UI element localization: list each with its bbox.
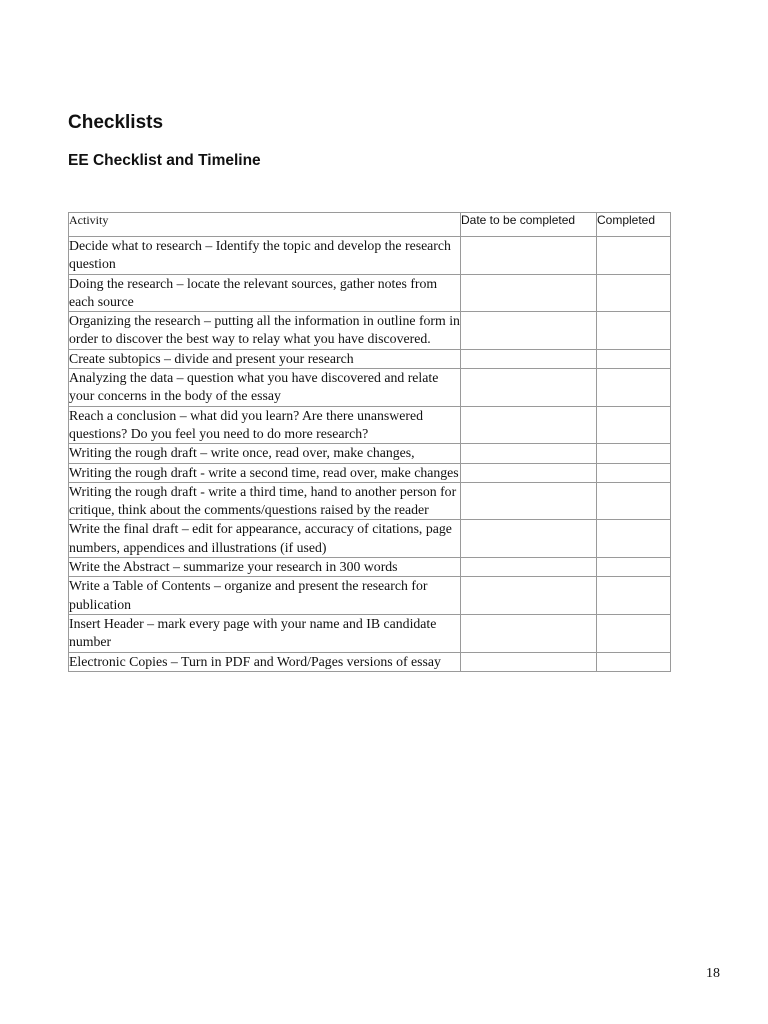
checklist-table <box>68 212 671 672</box>
activity-cell: Write the final draft – edit for appearance, accuracy of citations, page numbers, appendices and illustrations (if used) <box>69 520 461 558</box>
activity-cell: Create subtopics – divide and present your research <box>69 349 461 368</box>
date-cell <box>461 406 597 444</box>
completed-cell <box>597 558 671 577</box>
date-cell <box>461 482 597 520</box>
table-row <box>69 312 671 350</box>
completed-cell <box>597 406 671 444</box>
table-row <box>69 463 671 482</box>
date-cell <box>461 558 597 577</box>
table-row <box>69 558 671 577</box>
activity-cell: Reach a conclusion – what did you learn? Are there unanswered questions? Do you feel you need to do more research? <box>69 406 461 444</box>
checklist-body <box>69 237 671 672</box>
date-cell <box>461 312 597 350</box>
page-title: Checklists <box>68 112 164 133</box>
activity-cell: Write a Table of Contents – organize and present the research for publication <box>69 577 461 615</box>
date-cell <box>461 444 597 463</box>
activity-cell: Doing the research – locate the relevant sources, gather notes from each source <box>69 274 461 312</box>
activity-cell: Electronic Copies – Turn in PDF and Word/Pages versions of essay <box>69 652 461 671</box>
activity-cell: Decide what to research – Identify the topic and develop the research question <box>69 237 461 275</box>
activity-cell: Writing the rough draft - write a second time, read over, make changes <box>69 463 461 482</box>
completed-column-header: Completed <box>597 213 671 237</box>
table-row <box>69 369 671 407</box>
activity-cell: Organizing the research – putting all the information in outline form in order to discover the best way to relay what you have discovered. <box>69 312 461 350</box>
completed-cell <box>597 312 671 350</box>
completed-cell <box>597 369 671 407</box>
table-row <box>69 444 671 463</box>
table-row <box>69 482 671 520</box>
date-cell <box>461 237 597 275</box>
completed-cell <box>597 463 671 482</box>
completed-cell <box>597 482 671 520</box>
page-number: 18 <box>706 966 720 981</box>
completed-cell <box>597 577 671 615</box>
date-cell <box>461 652 597 671</box>
section-title: EE Checklist and Timeline <box>68 152 261 169</box>
date-cell <box>461 369 597 407</box>
date-cell <box>461 463 597 482</box>
table-row <box>69 577 671 615</box>
activity-cell: Write the Abstract – summarize your research in 300 words <box>69 558 461 577</box>
completed-cell <box>597 444 671 463</box>
table-row <box>69 274 671 312</box>
completed-cell <box>597 349 671 368</box>
table-row <box>69 406 671 444</box>
completed-cell <box>597 652 671 671</box>
date-cell <box>461 614 597 652</box>
date-cell <box>461 577 597 615</box>
date-cell <box>461 349 597 368</box>
activity-cell: Insert Header – mark every page with your name and IB candidate number <box>69 614 461 652</box>
table-header-row <box>69 213 671 237</box>
table-row <box>69 237 671 275</box>
activity-cell: Analyzing the data – question what you have discovered and relate your concerns in the body of the essay <box>69 369 461 407</box>
completed-cell <box>597 520 671 558</box>
completed-cell <box>597 614 671 652</box>
date-cell <box>461 520 597 558</box>
activity-cell: Writing the rough draft – write once, read over, make changes, <box>69 444 461 463</box>
date-column-header: Date to be completed <box>461 213 597 237</box>
table-row <box>69 349 671 368</box>
table-row <box>69 652 671 671</box>
completed-cell <box>597 237 671 275</box>
table-row <box>69 520 671 558</box>
completed-cell <box>597 274 671 312</box>
table-row <box>69 614 671 652</box>
activity-cell: Writing the rough draft - write a third time, hand to another person for critique, think about the comments/questions raised by the reader <box>69 482 461 520</box>
date-cell <box>461 274 597 312</box>
activity-column-header: Activity <box>69 213 461 237</box>
